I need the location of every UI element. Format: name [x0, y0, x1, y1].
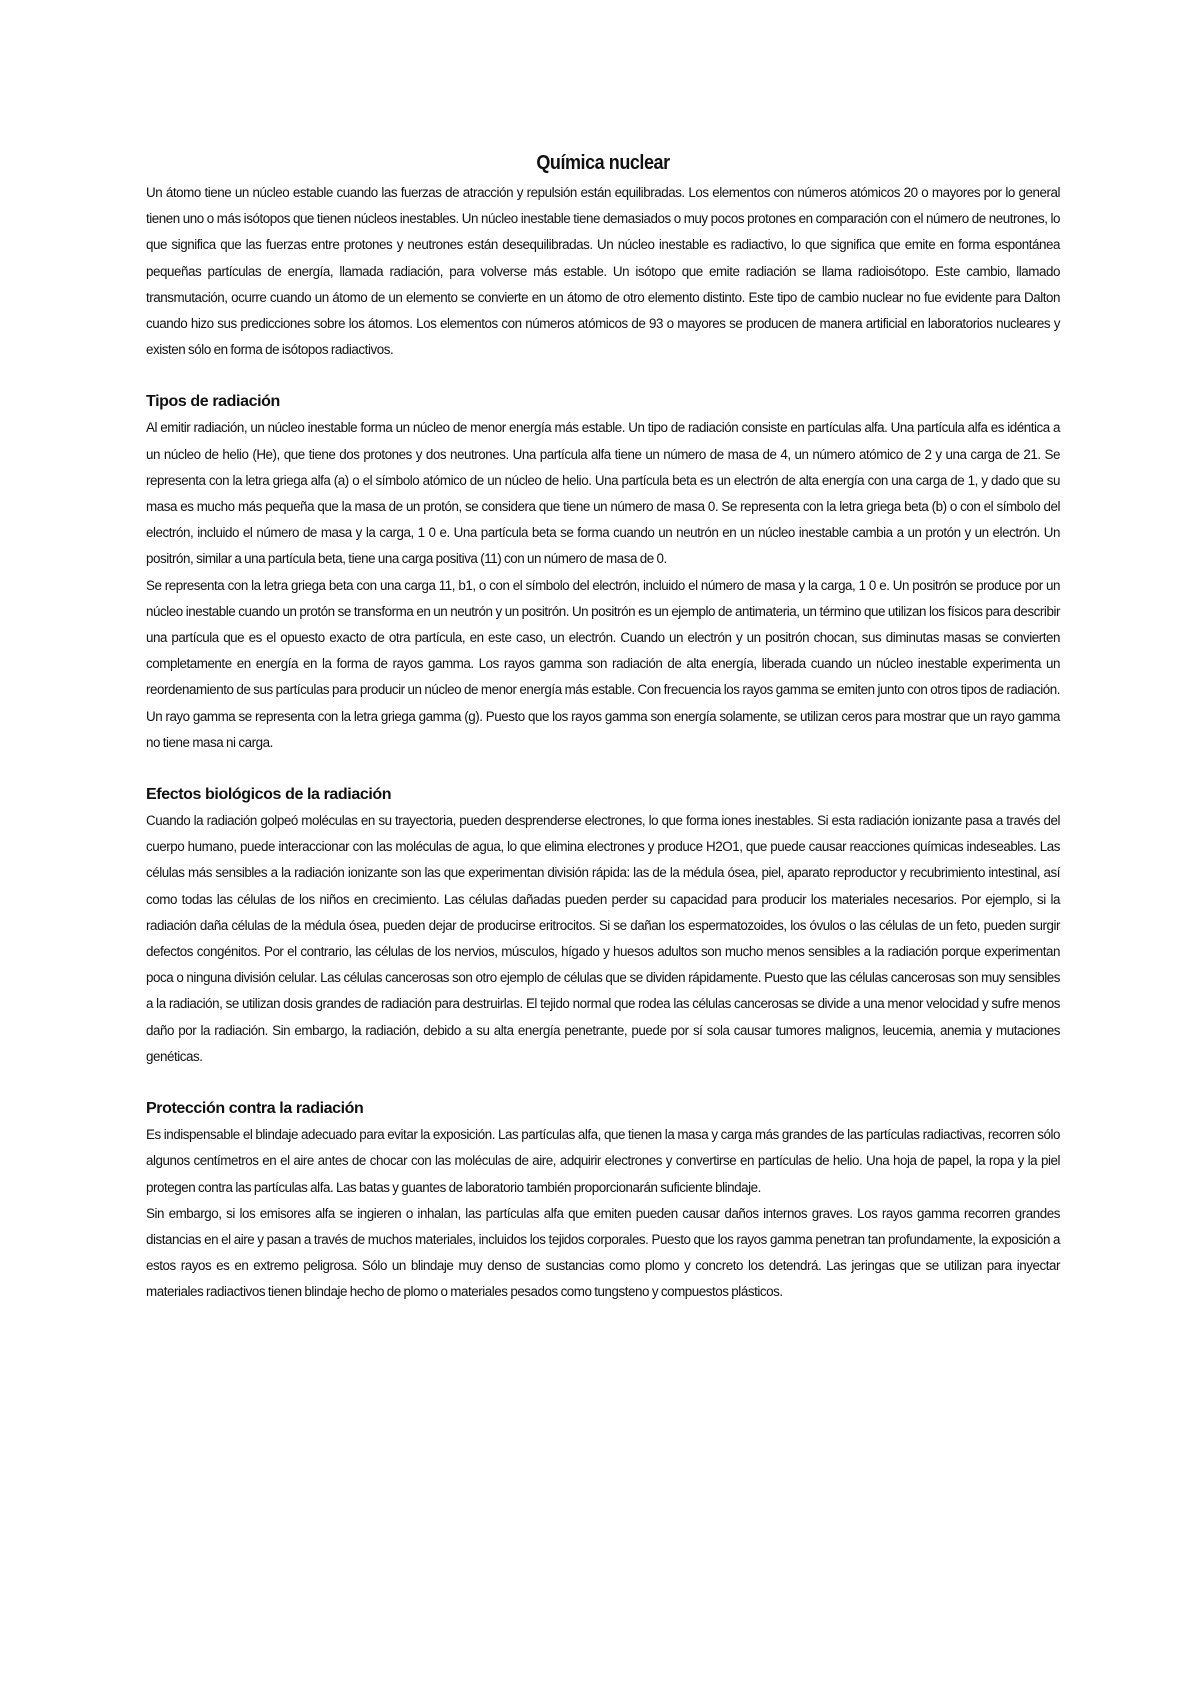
efectos-biologicos-paragraph: Cuando la radiación golpeó moléculas en su trayectoria, pueden desprenderse electrones, lo que forma iones inestables. Si esta radiación ionizante pasa a través del cuerpo humano, puede interaccionar con las moléculas de agua, lo que elimina electrones y produce H2O1, que puede causar reacciones químicas indeseables. Las células más sensibles a la radiación ionizante son las que experimentan división rápida: las de la médula ósea, piel, aparato reproductor y recubrimiento intestinal, así como todas las células de los niños en crecimiento. Las células dañadas pueden perder su capacidad para producir los materiales necesarios. Por ejemplo, si la radiación daña células de la médula ósea, pueden dejar de producirse eritrocitos. Si se dañan los espermatozoides, los óvulos o las células de un feto, pueden surgir defectos congénitos. Por el contrario, las células de los nervios, músculos, hígado y huesos adultos son mucho menos sensibles a la radiación porque experimentan poca o ninguna división celular. Las células cancerosas son otro ejemplo de células que se dividen rápidamente. Puesto que las células cancerosas son muy sensibles a la radiación, se utilizan dosis grandes de radiación para destruirlas. El tejido normal que rodea las células cancerosas se divide a una menor velocidad y sufre menos daño por la radiación. Sin embargo, la radiación, debido a su alta energía penetrante, puede por sí sola causar tumores malignos, leucemia, anemia y mutaciones genéticas.	[146, 813, 1060, 1064]
section-heading-efectos-biologicos: Efectos biológicos de la radiación	[146, 786, 392, 804]
proteccion-radiacion-paragraph-1: Es indispensable el blindaje adecuado para evitar la exposición. Las partículas alfa, que tienen la masa y carga más grandes de las partículas radiactivas, recorren sólo algunos centímetros en el aire antes de chocar con las moléculas de aire, adquirir electrones y convertirse en partículas de helio. Una hoja de papel, la ropa y la piel protegen contra las partículas alfa. Las batas y guantes de laboratorio también proporcionarán suficiente blindaje.	[146, 1127, 1060, 1195]
tipos-radiacion-paragraph-2: Se representa con la letra griega beta con una carga 11, b1, o con el símbolo del electrón, incluido el número de masa y la carga, 1 0 e. Un positrón se produce por un núcleo inestable cuando un protón se transforma en un neutrón y un positrón. Un positrón es un ejemplo de antimateria, un término que utilizan los físicos para describir una partícula que es el opuesto exacto de otra partícula, en este caso, un electrón. Cuando un electrón y un positrón chocan, sus diminutas masas se convierten completamente en energía en la forma de rayos gamma. Los rayos gamma son radiación de alta energía, liberada cuando un núcleo inestable experimenta un reordenamiento de sus partículas para producir un núcleo de menor energía más estable. Con frecuencia los rayos gamma se emiten junto con otros tipos de radiación. Un rayo gamma se representa con la letra griega gamma (g). Puesto que los rayos gamma son energía solamente, se utilizan ceros para mostrar que un rayo gamma no tiene masa ni carga.	[146, 577, 1060, 750]
section-heading-tipos-radiacion: Tipos de radiación	[146, 393, 280, 411]
document-page	[146, 150, 1060, 1306]
intro-paragraph: Un átomo tiene un núcleo estable cuando las fuerzas de atracción y repulsión están equilibradas. Los elementos con números atómicos 20 o mayores por lo general tienen uno o más isótopos que tienen núcleos inestables. Un núcleo inestable tiene demasiados o muy pocos protones en comparación con el número de neutrones, lo que significa que las fuerzas entre protones y neutrones están desequilibradas. Un núcleo inestable es radiactivo, lo que significa que emite en forma espontánea pequeñas partículas de energía, llamada radiación, para volverse más estable. Un isótopo que emite radiación se llama radioisótopo. Este cambio, llamado transmutación, ocurre cuando un átomo de un elemento se convierte en un átomo de otro elemento distinto. Este tipo de cambio nuclear no fue evidente para Dalton cuando hizo sus predicciones sobre los átomos. Los elementos con números atómicos de 93 o mayores se producen de manera artificial en laboratorios nucleares y existen sólo en forma de isótopos radiactivos.	[146, 185, 1060, 358]
tipos-radiacion-paragraph-1: Al emitir radiación, un núcleo inestable forma un núcleo de menor energía más estable. Un tipo de radiación consiste en partículas alfa. Una partícula alfa es idéntica a un núcleo de helio (He), que tiene dos protones y dos neutrones. Una partícula alfa tiene un número de masa de 4, un número atómico de 2 y una carga de 21. Se representa con la letra griega alfa (a) o el símbolo atómico de un núcleo de helio. Una partícula beta es un electrón de alta energía con una carga de 1, y dado que su masa es mucho más pequeña que la masa de un protón, se considera que tiene un número de masa 0. Se representa con la letra griega beta (b) o con el símbolo del electrón, incluido el número de masa y la carga, 1 0 e. Una partícula beta se forma cuando un neutrón en un núcleo inestable cambia a un protón y un electrón. Un positrón, similar a una partícula beta, tiene una carga positiva (11) con un número de masa de 0.	[146, 420, 1060, 567]
section-heading-proteccion-radiacion: Protección contra la radiación	[146, 1100, 364, 1118]
proteccion-radiacion-paragraph-2: Sin embargo, si los emisores alfa se ingieren o inhalan, las partículas alfa que emiten pueden causar daños internos graves. Los rayos gamma recorren grandes distancias en el aire y pasan a través de muchos materiales, incluidos los tejidos corporales. Puesto que los rayos gamma penetran tan profundamente, la exposición a estos rayos es en extremo peligrosa. Sólo un blindaje muy denso de sustancias como plomo y concreto los detendrá. Las jeringas que se utilizan para inyectar materiales radiactivos tienen blindaje hecho de plomo o materiales pesados como tungsteno y compuestos plásticos.	[146, 1205, 1060, 1300]
document-title: Química nuclear	[536, 152, 670, 174]
